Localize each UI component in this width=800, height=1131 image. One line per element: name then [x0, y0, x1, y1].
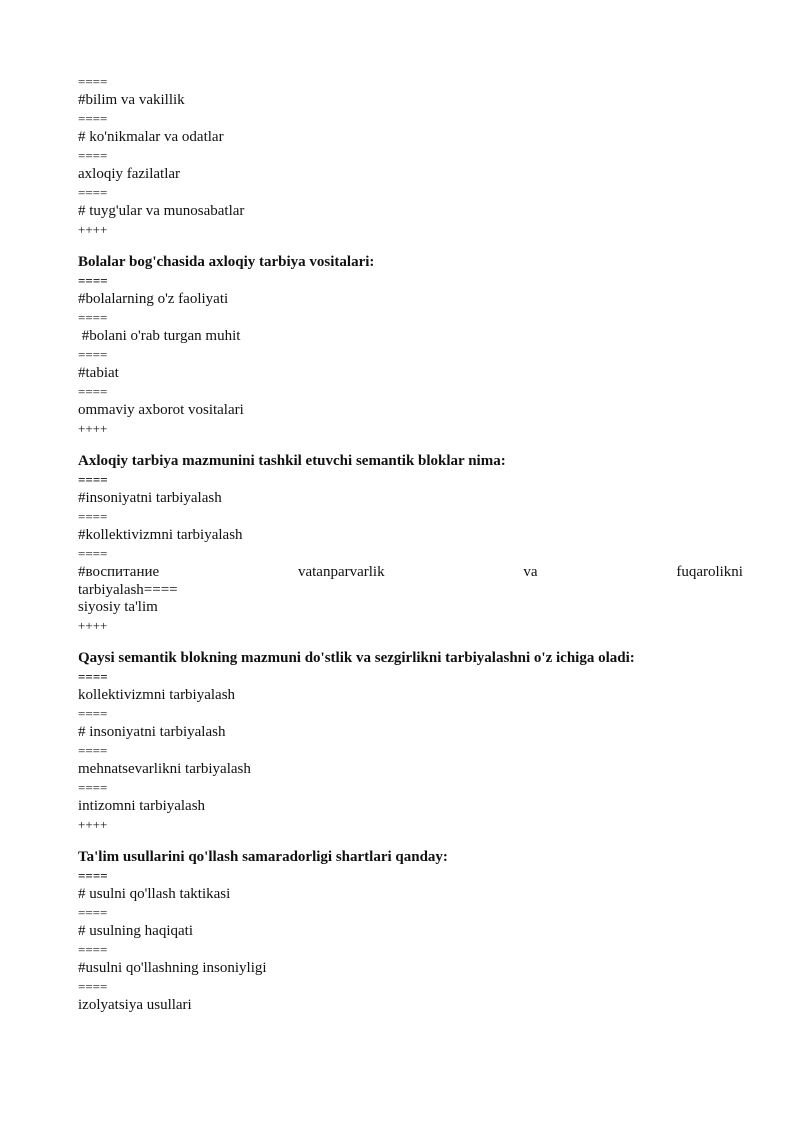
separator: ====: [78, 310, 108, 325]
question-text: Ta'lim usullarini qo'llash samaradorligi shartlari qanday:: [78, 849, 448, 865]
answer-option: #bilim va vakillik: [78, 92, 185, 108]
document-page: [78, 74, 743, 1016]
answer-option: ommaviy axborot vositalari: [78, 402, 244, 418]
question-text: Bolalar bog'chasida axloqiy tarbiya vositalari:: [78, 254, 375, 270]
answer-option: mehnatsevarlikni tarbiyalash: [78, 761, 251, 777]
answer-option: # tuyg'ular va munosabatlar: [78, 203, 245, 219]
separator: ====: [78, 74, 108, 89]
answer-option: #bolalarning o'z faoliyati: [78, 291, 229, 307]
separator: ====: [78, 942, 108, 957]
separator: ====: [78, 905, 108, 920]
answer-option: #bolani o'rab turgan muhit: [78, 328, 241, 344]
question-block-3: [78, 648, 743, 833]
answer-option: # usulni qo'llash taktikasi: [78, 886, 231, 902]
justified-answer-line: [78, 562, 743, 583]
question-block-1: [78, 252, 743, 437]
answer-option: #insoniyatni tarbiyalash: [78, 490, 222, 506]
answer-option: axloqiy fazilatlar: [78, 166, 181, 182]
justified-answer: [78, 562, 743, 597]
separator: ====: [78, 273, 108, 288]
answer-option: #kollektivizmni tarbiyalash: [78, 527, 243, 543]
answer-word: #воспитание: [78, 564, 160, 580]
block-end-marker: ++++: [78, 618, 108, 633]
separator: ====: [78, 669, 108, 684]
question-block-2: [78, 451, 743, 634]
separator: ====: [78, 509, 108, 524]
answer-block-0: [78, 74, 743, 238]
question-block-4: [78, 847, 743, 1016]
separator: ====: [78, 472, 108, 487]
answer-option: # ko'nikmalar va odatlar: [78, 129, 224, 145]
answer-word: va: [523, 564, 538, 580]
question-text: Axloqiy tarbiya mazmunini tashkil etuvchi semantik bloklar nima:: [78, 453, 506, 469]
separator: ====: [78, 347, 108, 362]
separator: ====: [78, 868, 108, 883]
answer-option: #usulni qo'llashning insoniyligi: [78, 960, 267, 976]
separator: ====: [78, 743, 108, 758]
separator: ====: [78, 384, 108, 399]
separator: ====: [78, 111, 108, 126]
answer-word: fuqarolikni: [676, 564, 743, 580]
separator: ====: [78, 979, 108, 994]
separator: ====: [78, 706, 108, 721]
answer-option: # usulning haqiqati: [78, 923, 193, 939]
justified-answer-tail: tarbiyalash====: [78, 582, 178, 598]
answer-option: # insoniyatni tarbiyalash: [78, 724, 226, 740]
separator: ====: [78, 780, 108, 795]
question-text: Qaysi semantik blokning mazmuni do'stlik va sezgirlikni tarbiyalashni o'z ichiga oladi:: [78, 650, 635, 666]
separator: ====: [78, 546, 108, 561]
answer-option: izolyatsiya usullari: [78, 997, 192, 1013]
answer-word: vatanparvarlik: [297, 564, 385, 580]
separator: ====: [78, 185, 108, 200]
block-end-marker: ++++: [78, 817, 108, 832]
answer-option: kollektivizmni tarbiyalash: [78, 687, 236, 703]
answer-option: siyosiy ta'lim: [78, 599, 158, 615]
block-end-marker: ++++: [78, 421, 108, 436]
separator: ====: [78, 148, 108, 163]
answer-option: #tabiat: [78, 365, 119, 381]
answer-option: intizomni tarbiyalash: [78, 798, 206, 814]
block-end-marker: ++++: [78, 222, 108, 237]
